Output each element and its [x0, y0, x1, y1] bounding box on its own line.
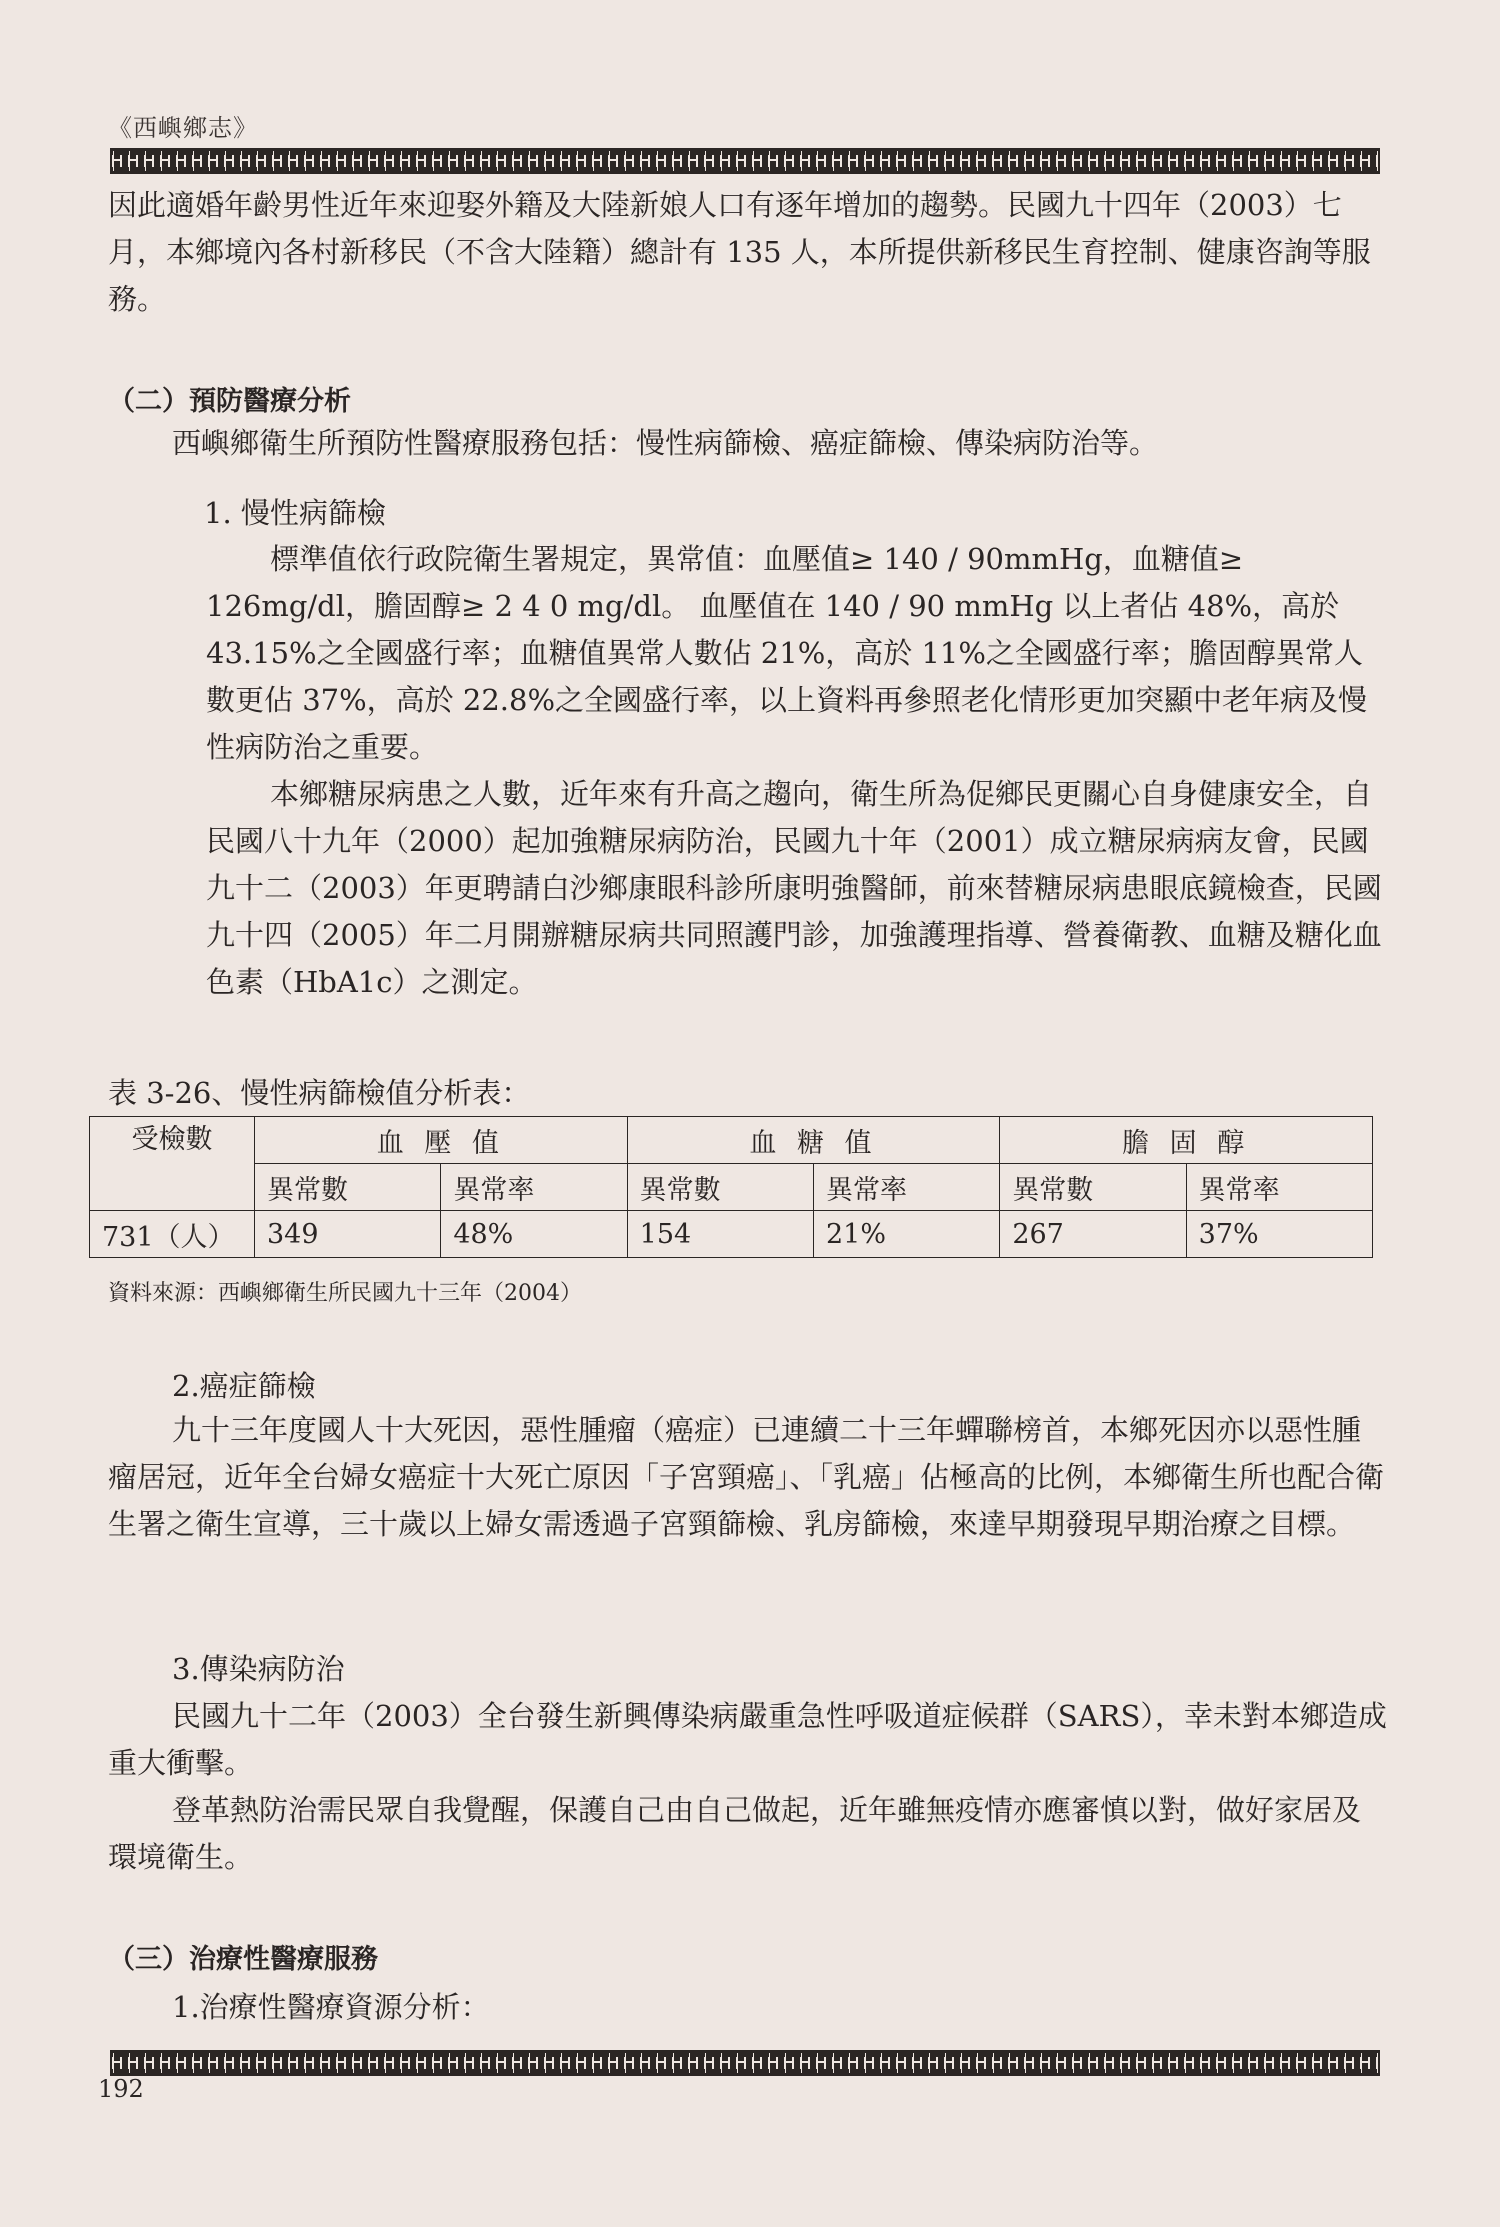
sub-header-count: 異常數 — [255, 1164, 441, 1211]
cell-chol-rate: 37% — [1186, 1211, 1372, 1258]
header-subject-count: 受檢數 — [90, 1117, 255, 1211]
infectious-paragraph-block — [108, 1693, 1388, 1881]
sub-header-rate: 異常率 — [441, 1164, 627, 1211]
section-heading-preventive: （二）預防醫療分析 — [108, 386, 351, 417]
infectious-paragraph-2: 登革熱防治需民眾自我覺醒，保護自己由自己做起，近年雖無疫情亦應審慎以對，做好家居及環境衛生。 — [108, 1793, 1362, 1874]
header-blood-pressure: 血 壓 值 — [255, 1117, 628, 1164]
table-header-row — [90, 1117, 1373, 1164]
decorative-border-top — [110, 148, 1380, 174]
decorative-border-bottom — [110, 2050, 1380, 2076]
header-blood-sugar: 血 糖 值 — [627, 1117, 1000, 1164]
section-intro: 西嶼鄉衛生所預防性醫療服務包括：慢性病篩檢、癌症篩檢、傳染病防治等。 — [172, 426, 1159, 460]
intro-paragraph: 因此適婚年齡男性近年來迎娶外籍及大陸新娘人口有逐年增加的趨勢。民國九十四年（2003）七月，本鄉境內各村新移民（不含大陸籍）總計有 135 人，本所提供新移民生育控制、健康咨詢等服務。 — [108, 188, 1371, 316]
screening-table — [89, 1116, 1373, 1258]
chronic-paragraph-2: 本鄉糖尿病患之人數，近年來有升高之趨向，衛生所為促鄉民更關心自身健康安全，自民國八十九年（2000）起加強糖尿病防治，民國九十年（2001）成立糖尿病病友會，民國九十二（2003）年更聘請白沙鄉康眼科診所康明強醫師，前來替糖尿病患眼底鏡檢查，民國九十四（2005）年二月開辦糖尿病共同照護門診，加強護理指導、營養衛教、血糖及糖化血色素（HbA1c）之測定。 — [206, 777, 1382, 999]
cell-subject-count: 731（人） — [90, 1211, 255, 1258]
sub-header-rate: 異常率 — [1186, 1164, 1372, 1211]
item-title-cancer: 2.癌症篩檢 — [172, 1369, 316, 1403]
item-title-infectious: 3.傳染病防治 — [172, 1652, 345, 1686]
item-title-chronic: 1. 慢性病篩檢 — [204, 496, 386, 530]
cell-bp-rate: 48% — [441, 1211, 627, 1258]
running-head: 《西嶼鄉志》 — [108, 114, 258, 142]
table-subheader-row — [90, 1164, 1373, 1211]
sub-header-count: 異常數 — [1000, 1164, 1186, 1211]
table-caption: 表 3-26、慢性病篩檢值分析表： — [108, 1076, 531, 1110]
section-heading-treatment: （三）治療性醫療服務 — [108, 1944, 378, 1975]
header-cholesterol: 膽 固 醇 — [1000, 1117, 1373, 1164]
cell-chol-count: 267 — [1000, 1211, 1186, 1258]
sub-header-count: 異常數 — [627, 1164, 813, 1211]
sub-header-rate: 異常率 — [813, 1164, 999, 1211]
cell-sugar-rate: 21% — [813, 1211, 999, 1258]
infectious-paragraph-1: 民國九十二年（2003）全台發生新興傳染病嚴重急性呼吸道症候群（SARS），幸未對本鄉造成重大衝擊。 — [108, 1699, 1387, 1780]
table-source-note: 資料來源：西嶼鄉衛生所民國九十三年（2004） — [108, 1281, 582, 1306]
item-title-treatment: 1.治療性醫療資源分析： — [172, 1990, 490, 2024]
table-row — [90, 1211, 1373, 1258]
cell-sugar-count: 154 — [627, 1211, 813, 1258]
cell-bp-count: 349 — [255, 1211, 441, 1258]
section-intro-block — [108, 420, 1388, 467]
intro-paragraph-block — [108, 182, 1388, 323]
chronic-paragraph-1: 標準值依行政院衛生署規定，異常值：血壓值≥ 140 / 90mmHg，血糖值≥ 126mg/dl，膽固醇≥ 2 4 0 mg/dl。 血壓值在 140 / 90 mmHg 以上者佔 48%，高於43.15%之全國盛行率；血糖值異常人數佔 21%，高於 11%之全國盛行率；膽固醇異常人數更佔 37%，高於 22.8%之全國盛行率，以上資料再參照老化情形更加突顯中老年病及慢性病防治之重要。 — [206, 542, 1368, 764]
cancer-paragraph: 九十三年度國人十大死因，惡性腫瘤（癌症）已連續二十三年蟬聯榜首，本鄉死因亦以惡性腫瘤居冠，近年全台婦女癌症十大死亡原因「子宮頸癌」、「乳癌」佔極高的比例，本鄉衛生所也配合衛生署之衛生宣導，三十歲以上婦女需透過子宮頸篩檢、乳房篩檢，來達早期發現早期治療之目標。 — [108, 1413, 1385, 1541]
cancer-paragraph-block — [108, 1407, 1388, 1548]
page-number: 192 — [98, 2075, 144, 2103]
chronic-paragraph-block — [206, 536, 1390, 1006]
